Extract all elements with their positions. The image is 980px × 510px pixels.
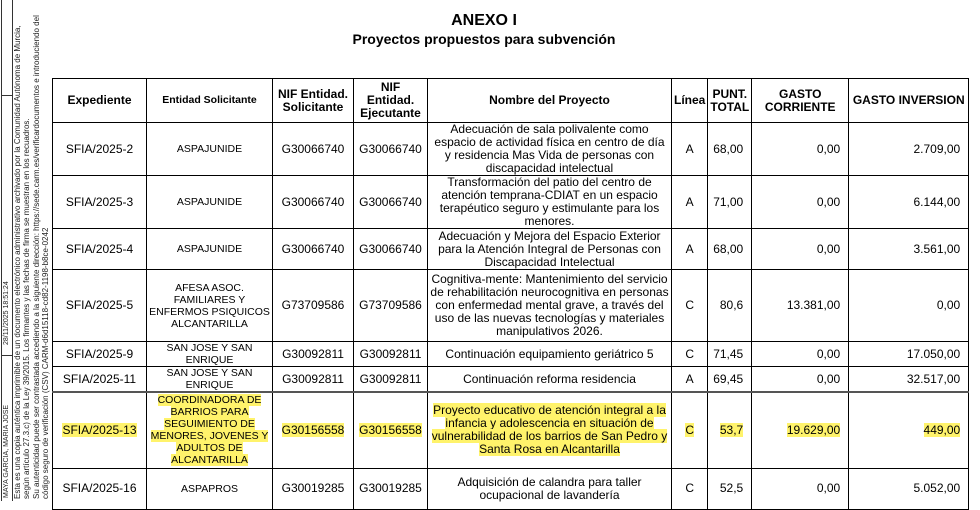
cell-nif-solicitante [273,176,354,229]
table-row [53,123,969,176]
margin-divider [1,95,12,96]
cell-text: G30092811 [359,371,422,386]
cell-text: ASPAJUNIDE [176,143,243,155]
cell-text: SAN JOSE Y SAN ENRIQUE [166,367,253,391]
cell-entidad [147,367,273,393]
cell-text: Transformación del patio del centro de atención temprana-CDIAT en un espacio terapéutico seguro y estimulante para los menores. [439,175,660,228]
cell-puntuacion [708,468,752,509]
cell-gasto-corriente [752,367,849,393]
col-puntuacion: PUNT. TOTAL [708,79,752,123]
cell-text: ASPAPROS [181,482,238,495]
cell-proyecto [428,176,672,229]
cell-entidad [147,342,273,367]
cell-text: 0,00 [816,346,841,361]
cell-text: 69,45 [713,371,744,386]
cell-text: G30019285 [359,481,422,495]
cell-nif-solicitante [273,342,354,367]
cell-proyecto [428,229,672,270]
cell-text: C [685,298,694,312]
cell-text: G73709586 [281,298,345,312]
cell-nif-ejecutante [354,176,428,229]
cell-expediente [53,270,147,342]
cell-text: G73709586 [359,298,422,312]
cell-text: Continuación equipamiento geriátrico 5 [445,346,654,361]
cell-gasto-corriente [752,123,849,176]
table-row [53,367,969,393]
cell-nif-ejecutante [354,270,428,342]
cell-text: Adecuación de sala polivalente como espacio de actividad física en centro de día y residencia Mas Vida de personas con discapacidad intelectual [434,122,665,175]
cell-gasto-corriente [752,342,849,367]
cell-text: 0,00 [936,298,961,312]
cell-text: 0,00 [816,241,841,256]
table-row [53,229,969,270]
cell-proyecto [428,123,672,176]
cell-text: Adquisición de calandra para taller ocupacional de lavandería [457,474,642,502]
cell-nif-solicitante [273,367,354,393]
cell-puntuacion [708,176,752,229]
cell-text: SFIA/2025-16 [62,481,137,495]
cell-text: Continuación reforma residencia [463,371,636,386]
cell-puntuacion [708,342,752,367]
cell-text: G30066740 [359,141,422,156]
cell-text: SFIA/2025-11 [62,371,137,386]
cell-text: 6.144,00 [913,194,961,209]
cell-gasto-corriente [752,229,849,270]
cell-nif-ejecutante [354,468,428,509]
cell-text: C [685,346,694,361]
margin-divider [1,355,12,356]
cell-gasto-corriente [752,392,849,468]
cell-text: Proyecto educativo de atención integral a la infancia y adolescencia en situación de vulnerabilidad de los barrios de San Pedro y Santa Rosa en Alcantarilla [431,403,668,457]
cell-text: 52,5 [719,481,744,495]
table-row [53,392,969,468]
verification-text: Su autenticidad puede ser contrastada accediendo a la siguiente dirección: https://sede.carm.es/verificardocumentos e introduciendo del código seguro de verificación (CSV) CARM-d6d15118-cd82-1198-b8ce-0242 [32,15,50,499]
cell-nif-ejecutante [354,342,428,367]
signature-timestamp: 28/11/2025 18:51:24 [3,281,10,345]
col-nif-solicitante: NIF Entidad. Solicitante [273,79,354,123]
cell-puntuacion [708,270,752,342]
cell-gasto-corriente [752,468,849,509]
cell-text: 3.561,00 [913,241,961,256]
cell-text: 0,00 [816,141,841,156]
cell-gasto-inversion [849,342,969,367]
cell-text: 0,00 [816,194,841,209]
table-row [53,342,969,367]
cell-text: SFIA/2025-4 [65,241,134,256]
cell-expediente [53,229,147,270]
cell-text: 19.629,00 [786,422,841,437]
cell-text: 53,7 [719,422,744,437]
cell-linea [672,367,708,393]
cell-text: SFIA/2025-2 [65,141,134,156]
cell-linea [672,342,708,367]
cell-proyecto [428,342,672,367]
cell-text: G30092811 [282,371,344,386]
cell-text: 0,00 [816,481,841,495]
cell-text: G30066740 [281,141,345,156]
cell-text: 5.052,00 [913,481,961,495]
cell-entidad [147,270,273,342]
cell-linea [672,229,708,270]
cell-text: SFIA/2025-5 [65,298,134,312]
cell-text: G30066740 [281,241,345,256]
col-expediente: Expediente [53,79,147,123]
cell-nif-ejecutante [354,123,428,176]
cell-gasto-inversion [849,270,969,342]
cell-text: 80,6 [719,298,744,312]
cell-text: SFIA/2025-13 [62,422,137,437]
signature-margin [0,0,52,501]
cell-text: G30092811 [282,346,344,361]
cell-gasto-inversion [849,367,969,393]
cell-text: SFIA/2025-3 [65,194,134,209]
cell-text: 13.381,00 [786,298,841,312]
cell-gasto-corriente [752,176,849,229]
cell-text: Adecuación y Mejora del Espacio Exterior para la Atención Integral de Personas con Discapacidad Intelectual [438,228,661,269]
cell-expediente [53,392,147,468]
cell-text: 17.050,00 [906,346,961,361]
cell-text: Cognitiva-mente: Mantenimiento del servicio de rehabilitación neurocognitiva en personas con enfermedad mental grave, a través del uso de las nuevas tecnologías y materiales manipulativos 2026. [430,272,669,338]
cell-text: SFIA/2025-9 [65,346,134,361]
cell-text: 68,00 [713,141,744,156]
cell-text: G30156558 [359,422,422,437]
cell-text: G30092811 [359,346,422,361]
cell-text: G30066740 [281,194,345,209]
cell-nif-ejecutante [354,229,428,270]
cell-text: AFESA ASOC. FAMILIARES Y ENFERMOS PSIQUICOS ALCANTARILLA [149,281,270,330]
cell-proyecto [428,468,672,509]
cell-text: 71,45 [713,346,744,361]
cell-nif-solicitante [273,270,354,342]
cell-text: 2.709,00 [913,141,961,156]
cell-gasto-inversion [849,123,969,176]
cell-text: G30156558 [281,422,345,437]
table-row [53,176,969,229]
col-gasto-corriente: GASTO CORRIENTE [752,79,849,123]
cell-proyecto [428,270,672,342]
cell-text: 449,00 [923,422,961,437]
cell-text: 71,00 [713,194,744,209]
cell-proyecto [428,392,672,468]
cell-entidad [147,123,273,176]
cell-nif-solicitante [273,468,354,509]
cell-gasto-inversion [849,468,969,509]
cell-expediente [53,176,147,229]
legal-text: Esta es una copia auténtica imprimible de un documento electrónico administrativo archivado por la Comunidad Autónoma de Murcia, según artículo 27.3.c) de la Ley 39/2015. Los firmantes y las fechas de firma se muestran en los recuadros. [13,25,31,499]
cell-linea [672,270,708,342]
page-subtitle: Proyectos propuestos para subvención [352,31,616,47]
cell-puntuacion [708,392,752,468]
col-nif-ejecutante: NIF Entidad. Ejecutante [354,79,428,123]
cell-text: COORDINADORA DE BARRIOS PARA SEGUIMIENTO DE MENORES, JOVENES Y ADULTOS DE ALCANTARILLA [150,394,269,467]
cell-entidad [147,176,273,229]
cell-proyecto [428,367,672,393]
cell-text: 68,00 [713,241,744,256]
cell-text: C [685,422,694,437]
projects-table [52,78,969,510]
cell-nif-solicitante [273,392,354,468]
cell-gasto-inversion [849,176,969,229]
cell-text: G30066740 [359,194,422,209]
cell-linea [672,468,708,509]
cell-text: G30019285 [281,481,345,495]
cell-text: G30066740 [359,241,422,256]
cell-text: A [685,371,694,386]
col-linea: Línea [672,79,708,123]
cell-text: C [685,481,694,495]
signer-name: MAYA GARCIA, MARIA JOSE [3,404,10,498]
cell-text: A [685,241,694,256]
cell-text: ASPAJUNIDE [176,243,243,255]
col-proyecto: Nombre del Proyecto [428,79,672,123]
cell-entidad [147,392,273,468]
cell-gasto-inversion [849,229,969,270]
cell-nif-solicitante [273,229,354,270]
cell-text: 0,00 [816,371,841,386]
cell-linea [672,176,708,229]
cell-nif-ejecutante [354,367,428,393]
cell-text: SAN JOSE Y SAN ENRIQUE [166,342,253,366]
cell-text: A [685,141,694,156]
table-row [53,468,969,509]
cell-linea [672,123,708,176]
cell-puntuacion [708,367,752,393]
cell-expediente [53,342,147,367]
cell-gasto-inversion [849,392,969,468]
cell-text: A [685,194,694,209]
col-entidad: Entidad Solicitante [147,79,273,123]
cell-nif-solicitante [273,123,354,176]
cell-text: 32.517,00 [906,371,961,386]
page-title: ANEXO I [451,12,517,29]
cell-expediente [53,367,147,393]
cell-text: ASPAJUNIDE [176,196,243,208]
table-row [53,270,969,342]
col-gasto-inversion: GASTO INVERSION [849,79,969,123]
cell-expediente [53,123,147,176]
cell-entidad [147,229,273,270]
cell-puntuacion [708,229,752,270]
cell-gasto-corriente [752,270,849,342]
cell-linea [672,392,708,468]
table-header [53,79,969,123]
cell-expediente [53,468,147,509]
cell-nif-ejecutante [354,392,428,468]
cell-puntuacion [708,123,752,176]
cell-entidad [147,468,273,509]
